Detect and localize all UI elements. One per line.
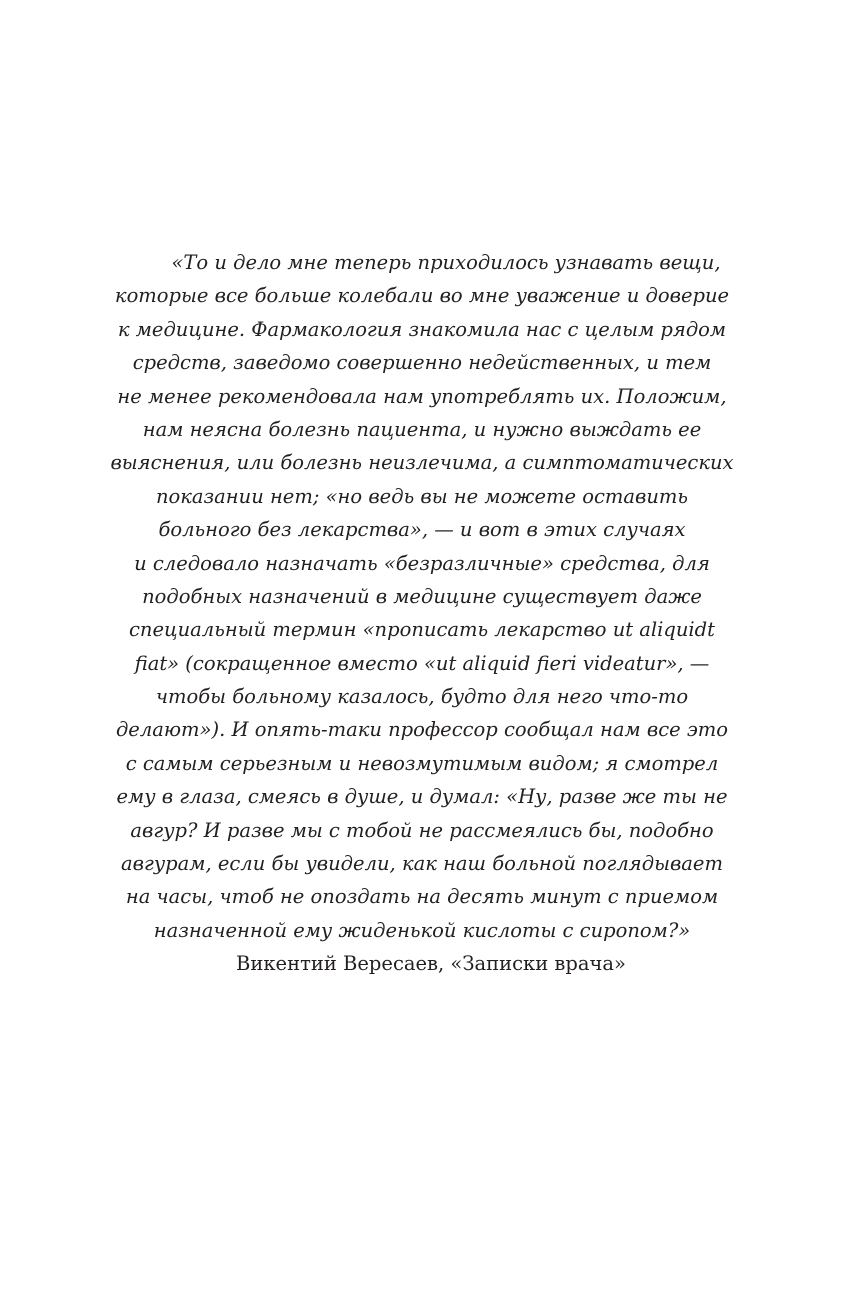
epigraph-line: авгур? И разве мы с тобой не рассмеялись бы, подобно	[130, 818, 714, 842]
epigraph-line: к медицине. Фармакология знакомила нас с целым рядом	[117, 317, 727, 341]
epigraph-line: авгурам, если бы увидели, как наш больной поглядывает	[121, 852, 723, 876]
epigraph-line: показании нет; «но ведь вы не можете оставить	[155, 484, 689, 508]
epigraph-line: которые все больше колебали во мне уважение и доверие	[114, 284, 730, 308]
epigraph-line: делают»). И опять-таки профессор сообщал нам все это	[115, 718, 729, 742]
epigraph-line: ему в глаза, смеясь в душе, и думал: «Ну, разве же ты не	[116, 785, 728, 809]
epigraph-line: больного без лекарства», — и вот в этих случаях	[158, 518, 686, 542]
epigraph-line: назначенной ему жиденькой кислоты с сиропом?»	[153, 918, 691, 942]
epigraph-line: с самым серьезным и невозмутимым видом; я смотрел	[125, 751, 719, 775]
epigraph-line: чтобы больному казалось, будто для него что-то	[155, 685, 689, 709]
epigraph-line: специальный термин «прописать лекарство ut aliquidt	[129, 618, 715, 642]
epigraph-line: нам неясна болезнь пациента, и нужно выждать ее	[142, 417, 702, 441]
epigraph-line: fiat» (сокращенное вместо «ut aliquid fieri videatur», —	[134, 651, 710, 675]
epigraph-line: и следовало назначать «безразличные» средства, для	[134, 551, 710, 575]
epigraph-line: средств, заведомо совершенно недейственных, и тем	[132, 351, 712, 375]
epigraph-line: выяснения, или болезнь неизлечима, а симптоматических	[110, 451, 734, 475]
epigraph-line: не менее рекомендовала нам употреблять их. Положим,	[117, 384, 727, 408]
epigraph	[0, 246, 844, 981]
epigraph-line: подобных назначений в медицине существует даже	[142, 584, 702, 608]
epigraph-attribution: Викентий Вересаев, «Записки врача»	[236, 952, 626, 976]
epigraph-line: на часы, чтоб не опоздать на десять минут с приемом	[125, 885, 719, 909]
epigraph-line: «То и дело мне теперь приходилось узнавать вещи,	[171, 251, 721, 274]
